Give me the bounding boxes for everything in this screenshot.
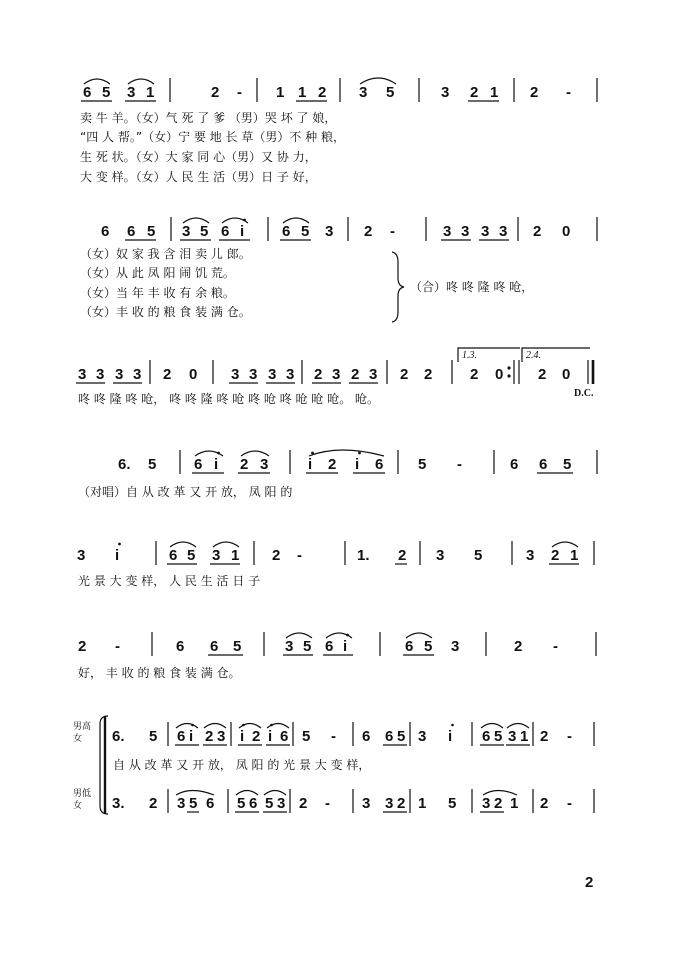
note: 2 <box>211 84 220 101</box>
voice-labels <box>73 720 91 811</box>
notes-row <box>83 84 571 101</box>
note: 0 <box>495 366 504 383</box>
note: 3 <box>285 638 294 655</box>
note: i <box>240 728 245 745</box>
note: 3 <box>78 366 87 383</box>
note: 2 <box>252 728 261 745</box>
note: 5 <box>147 223 156 240</box>
system-4 <box>78 450 597 499</box>
note: 2 <box>514 638 523 655</box>
note: 6 <box>539 456 548 473</box>
note: i <box>115 547 120 564</box>
note: 3 <box>217 728 226 745</box>
ornaments <box>152 632 596 656</box>
note: 5 <box>148 456 157 473</box>
system-1 <box>80 78 597 184</box>
note: 2 <box>540 795 549 812</box>
note: 5 <box>448 795 457 812</box>
note: 1 <box>490 84 499 101</box>
note: 5 <box>302 728 311 745</box>
note: 6 <box>221 223 230 240</box>
notes-row <box>77 547 578 564</box>
note: 3 <box>212 547 221 564</box>
notes-row-upper <box>112 728 572 745</box>
note: 2 <box>470 84 479 101</box>
note: 6 <box>510 456 519 473</box>
note: 3 <box>115 366 124 383</box>
note: 2 <box>424 366 433 383</box>
note: 2 <box>538 366 547 383</box>
note: 6 <box>176 638 185 655</box>
note: 6 <box>362 728 371 745</box>
lyric-line: 生 死 状。（女）大 家 同 心（男）又 协 力， <box>80 150 317 164</box>
note: - <box>331 728 336 745</box>
note: 5 <box>301 223 310 240</box>
note: 3 <box>133 366 142 383</box>
volta-second-label: 2.4. <box>526 350 541 361</box>
note: 5 <box>233 638 242 655</box>
note: 3 <box>182 223 191 240</box>
note: i <box>214 456 219 473</box>
note: 2 <box>551 547 560 564</box>
note: 2 <box>240 456 249 473</box>
note: 1. <box>357 547 370 564</box>
note: 6 <box>375 456 384 473</box>
note: 3 <box>231 366 240 383</box>
note: i <box>240 223 245 240</box>
note: 3 <box>482 795 491 812</box>
note: - <box>566 84 571 101</box>
note: i <box>343 638 348 655</box>
note: 3 <box>325 223 334 240</box>
lyric-line: （女）当 年 丰 收 有 余 粮。 <box>80 286 235 300</box>
lyric-line: 好， 丰 收 的 粮 食 装 满 仓。 <box>78 666 241 680</box>
note: i <box>189 728 194 745</box>
note: 2 <box>272 547 281 564</box>
note: i <box>355 456 360 473</box>
lyric-line: 自 从 改 革 又 开 放， 凤 阳 的 光 景 大 变 样， <box>113 758 371 772</box>
lyric-line: 大 变 样。（女）人 民 生 活（男）日 子 好， <box>80 170 317 184</box>
note: 3 <box>451 638 460 655</box>
note: 5 <box>189 795 198 812</box>
note: 2 <box>364 223 373 240</box>
note: 1 <box>520 728 529 745</box>
note: 1 <box>570 547 579 564</box>
note: i <box>448 728 453 745</box>
note: 6 <box>83 84 92 101</box>
note: 0 <box>189 366 198 383</box>
note: 3 <box>499 223 508 240</box>
note: 6. <box>118 456 131 473</box>
note: - <box>115 638 120 655</box>
note: 2 <box>540 728 549 745</box>
note: 1 <box>510 795 519 812</box>
note: - <box>390 223 395 240</box>
note: 3 <box>369 366 378 383</box>
lyric-line: “四 人 帮。”（女）宁 要 地 长 草（男）不 种 粮， <box>80 130 345 144</box>
note: 2 <box>149 795 158 812</box>
note: 2 <box>533 223 542 240</box>
voice-label-lower: 男低 <box>73 789 92 799</box>
note: 1 <box>231 547 240 564</box>
note: 6 <box>101 223 110 240</box>
note: 3 <box>418 728 427 745</box>
note: - <box>325 795 330 812</box>
voice-label-upper: 男高 <box>73 722 92 732</box>
note: 5 <box>563 456 572 473</box>
note: 6 <box>405 638 414 655</box>
note: 6 <box>325 638 334 655</box>
note: 6 <box>194 456 203 473</box>
note: 3 <box>177 795 186 812</box>
note: 6 <box>282 223 291 240</box>
note: 6 <box>206 795 215 812</box>
note: 3 <box>436 547 445 564</box>
note: 2 <box>163 366 172 383</box>
note: 6. <box>112 728 125 745</box>
note: 2 <box>397 795 406 812</box>
note: 5 <box>474 547 483 564</box>
note: 2 <box>470 366 479 383</box>
note: 1 <box>418 795 427 812</box>
note: i <box>308 456 313 473</box>
lyric-line: （对唱）自 从 改 革 又 开 放， 凤 阳 的 <box>78 485 293 499</box>
notes-row <box>78 366 570 383</box>
da-capo-mark: D.C. <box>574 388 594 399</box>
note: 5 <box>494 728 503 745</box>
page-number: 2 <box>585 874 594 891</box>
note: - <box>297 547 302 564</box>
notes-row-lower <box>112 795 572 812</box>
note: 0 <box>562 223 571 240</box>
note: 2 <box>351 366 360 383</box>
note: 2 <box>530 84 539 101</box>
note: - <box>567 795 572 812</box>
lyric-line: 卖 牛 羊。（女）气 死 了 爹 （男）哭 坏 了 娘， <box>80 111 337 125</box>
note: 3 <box>260 456 269 473</box>
voice-label-lower: 女 <box>73 801 83 811</box>
notes-row <box>118 456 571 473</box>
note: 3 <box>362 795 371 812</box>
note: 1 <box>146 84 155 101</box>
note: 3 <box>385 795 394 812</box>
note: 3 <box>249 366 258 383</box>
note: 5 <box>386 84 395 101</box>
lyric-line: 光 景 大 变 样， 人 民 生 活 日 子 <box>78 574 261 588</box>
note: 6 <box>280 728 289 745</box>
note: 3 <box>526 547 535 564</box>
note: 6 <box>385 728 394 745</box>
note: 5 <box>397 728 406 745</box>
system-2 <box>80 217 597 322</box>
note: 6 <box>210 638 219 655</box>
note: 3 <box>441 84 450 101</box>
note: 5 <box>303 638 312 655</box>
volta-first-label: 1.3. <box>462 350 477 361</box>
note: 2 <box>398 547 407 564</box>
note: 3 <box>77 547 86 564</box>
note: 2 <box>318 84 327 101</box>
note: - <box>553 638 558 655</box>
note: 6 <box>177 728 186 745</box>
note: 2 <box>314 366 323 383</box>
note: 3 <box>443 223 452 240</box>
note: 3 <box>268 366 277 383</box>
note: 5 <box>418 456 427 473</box>
note: 3 <box>332 366 341 383</box>
chorus-lyric: （合）咚 咚 隆 咚 呛， <box>410 280 534 294</box>
lyric-line: （女）从 此 凤 阳 闹 饥 荒。 <box>80 266 235 280</box>
system-7 <box>73 716 594 814</box>
note: 6 <box>169 547 178 564</box>
note: 5 <box>149 728 158 745</box>
lyric-line: 咚 咚 隆 咚 呛， 咚 咚 隆 咚 呛 咚 呛 咚 呛 呛 呛。 呛。 <box>78 392 380 406</box>
lyric-line: （女）奴 家 我 含 泪 卖 儿 郎。 <box>80 247 251 261</box>
note: - <box>567 728 572 745</box>
note: 5 <box>265 795 274 812</box>
note: 3 <box>461 223 470 240</box>
note: 3 <box>96 366 105 383</box>
note: 5 <box>200 223 209 240</box>
note: 3. <box>112 795 125 812</box>
note: 5 <box>102 84 111 101</box>
ornaments <box>81 78 597 102</box>
note: i <box>268 728 273 745</box>
note: 2 <box>328 456 337 473</box>
note: 5 <box>187 547 196 564</box>
system-6 <box>78 632 596 680</box>
note: 3 <box>286 366 295 383</box>
note: 1 <box>298 84 307 101</box>
note: 2 <box>400 366 409 383</box>
note: 6 <box>482 728 491 745</box>
note: 3 <box>277 795 286 812</box>
note: - <box>457 456 462 473</box>
note: - <box>237 84 242 101</box>
note: 6 <box>249 795 258 812</box>
note: 3 <box>481 223 490 240</box>
note: 3 <box>359 84 368 101</box>
note: 5 <box>424 638 433 655</box>
note: 5 <box>237 795 246 812</box>
system-3 <box>76 348 594 406</box>
note: 1 <box>276 84 285 101</box>
note: 0 <box>562 366 571 383</box>
note: 3 <box>508 728 517 745</box>
voice-label-upper: 女 <box>73 734 83 744</box>
note: 3 <box>127 84 136 101</box>
note: 2 <box>494 795 503 812</box>
system-5 <box>77 541 594 588</box>
lyric-line: （女）丰 收 的 粮 食 装 满 仓。 <box>80 305 251 319</box>
note: 6 <box>127 223 136 240</box>
note: 2 <box>205 728 214 745</box>
note: 2 <box>78 638 87 655</box>
note: 2 <box>299 795 308 812</box>
